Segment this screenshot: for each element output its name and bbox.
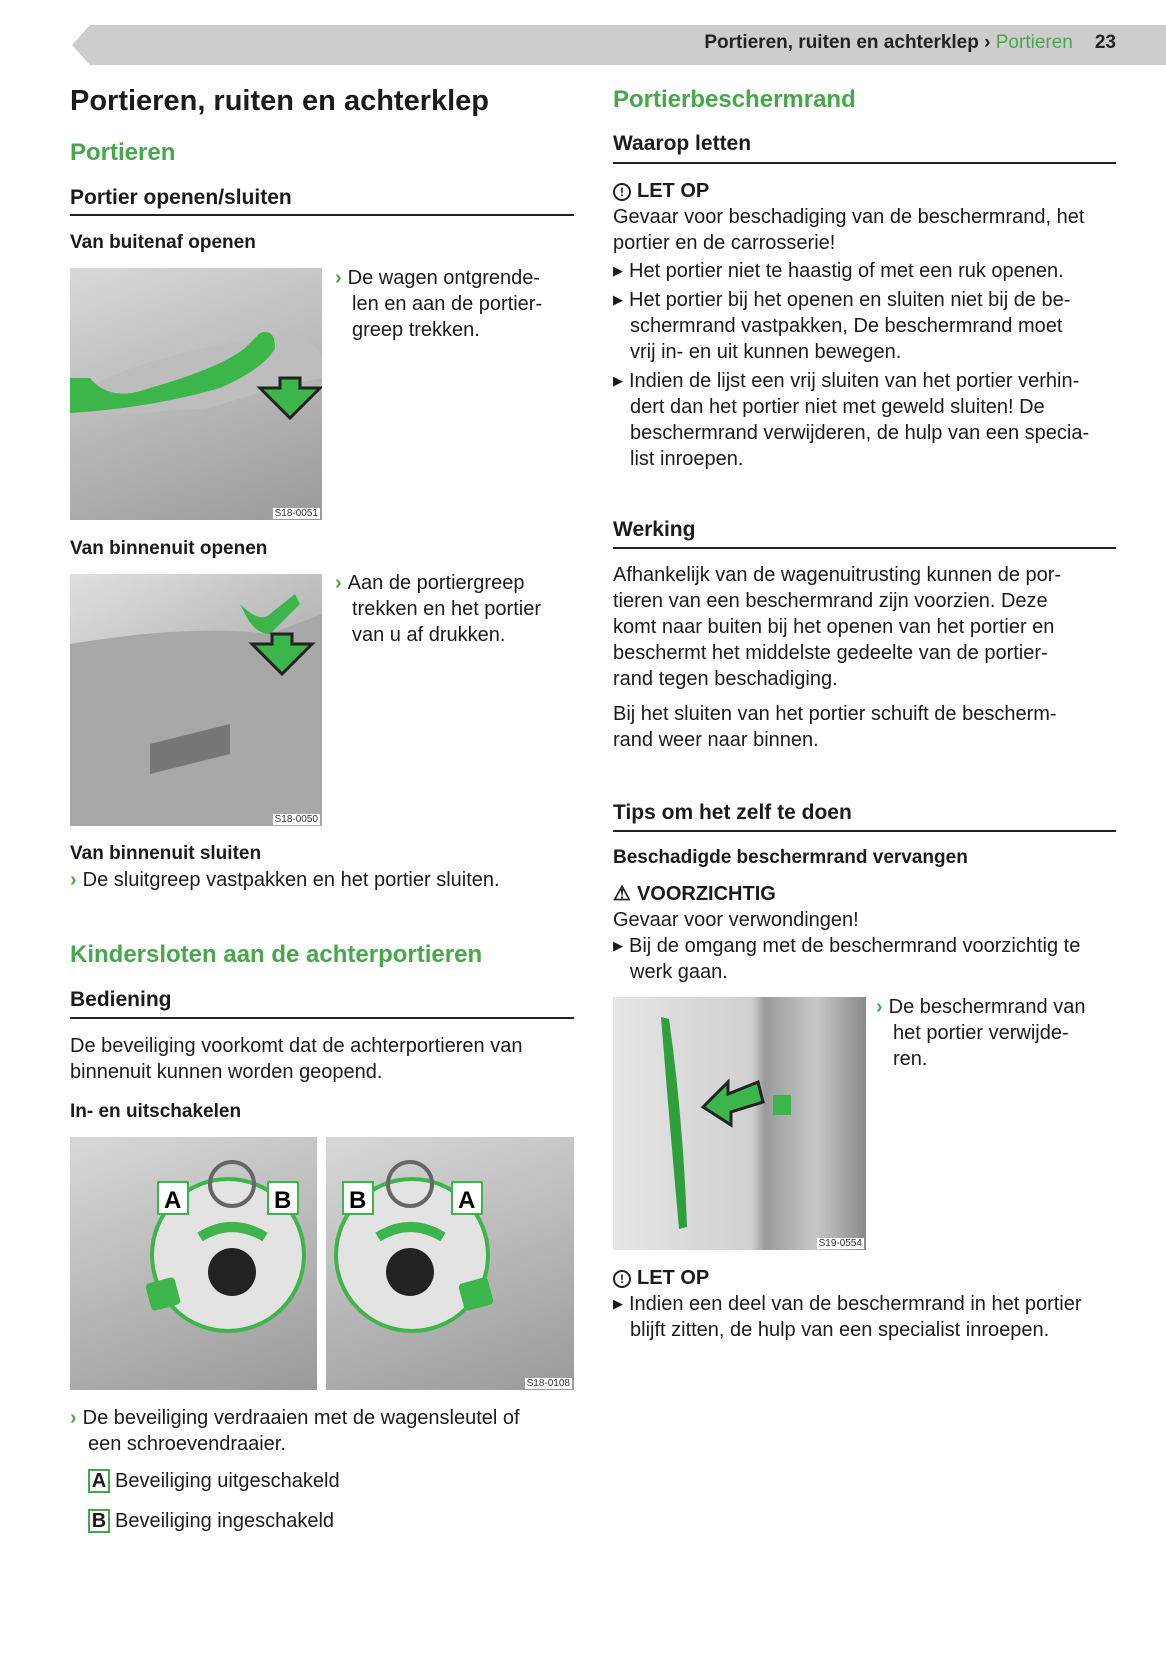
text-line: beschermt het middelste gedeelte van de portier- bbox=[613, 642, 1048, 664]
bullet-icon: ▶ bbox=[613, 292, 623, 307]
figure-outside-handle bbox=[70, 268, 322, 520]
text-line: rand weer naar binnen. bbox=[613, 729, 819, 751]
text-line: Afhankelijk van de wagenuitrusting kunnen de por- bbox=[613, 564, 1062, 586]
section-portierbeschermrand: Portierbeschermrand bbox=[613, 86, 856, 113]
header-separator: › bbox=[984, 32, 991, 53]
text-line: Aan de portiergreep bbox=[347, 572, 525, 594]
text-line: schermrand vastpakken, De beschermrand moet bbox=[630, 315, 1063, 337]
text-line: vrij in- en uit kunnen bewegen. bbox=[630, 341, 902, 363]
text-line: De beschermrand van bbox=[888, 996, 1086, 1018]
text-line: binnenuit kunnen worden geopend. bbox=[70, 1061, 383, 1083]
text-line: list inroepen. bbox=[630, 448, 744, 470]
heading-buitenaf: Van buitenaf openen bbox=[70, 232, 256, 253]
running-header bbox=[704, 32, 1116, 54]
text-line: De beveiliging voorkomt dat de achterportieren van bbox=[70, 1035, 523, 1057]
notice-label: LET OP bbox=[637, 180, 710, 202]
text-line: Het portier bij het openen en sluiten niet bij de be- bbox=[629, 289, 1071, 311]
text-line: rand tegen beschadiging. bbox=[613, 668, 838, 690]
notice-icon: ! bbox=[613, 183, 631, 201]
chevron-icon: › bbox=[70, 869, 77, 891]
divider bbox=[70, 1017, 574, 1019]
heading-bediening: Bediening bbox=[70, 988, 172, 1011]
figure-code: S19-0554 bbox=[818, 1238, 862, 1249]
text-line: De beveiliging verdraaien met de wagensleutel of bbox=[82, 1407, 520, 1429]
step-schakelen bbox=[70, 1405, 520, 1457]
svg-text:B: B bbox=[274, 1187, 292, 1214]
legend-a bbox=[88, 1468, 340, 1494]
text-line: tieren van een beschermrand zijn voorzien. Deze bbox=[613, 590, 1048, 612]
legend-text: Beveiliging uitgeschakeld bbox=[115, 1470, 340, 1492]
legend-b bbox=[88, 1508, 334, 1534]
text-line: De sluitgreep vastpakken en het portier sluiten. bbox=[82, 869, 500, 891]
heading-vervangen: Beschadigde beschermrand vervangen bbox=[613, 847, 968, 868]
text-line: dert dan het portier niet met geweld sluiten! De bbox=[630, 396, 1045, 418]
notice-voorzichtig bbox=[613, 881, 1116, 985]
text-line: beschermrand verwijderen, de hulp van een specia- bbox=[630, 422, 1090, 444]
svg-text:A: A bbox=[164, 1187, 182, 1214]
chevron-icon: › bbox=[335, 572, 342, 594]
divider bbox=[613, 830, 1116, 832]
text-line: van u af drukken. bbox=[352, 624, 506, 646]
text-line: Gevaar voor verwondingen! bbox=[613, 909, 859, 931]
warning-icon: ⚠ bbox=[613, 883, 631, 905]
text-line: De wagen ontgrende- bbox=[347, 267, 541, 289]
header-section: Portieren, ruiten en achterklep bbox=[704, 32, 979, 53]
legend-text: Beveiliging ingeschakeld bbox=[115, 1510, 335, 1532]
notice-icon: ! bbox=[613, 1270, 631, 1288]
text-line: een schroevendraaier. bbox=[88, 1433, 286, 1455]
bullet-icon: ▶ bbox=[613, 263, 623, 278]
text-line: len en aan de portier- bbox=[352, 293, 543, 315]
label-box-a: A bbox=[88, 1469, 110, 1493]
text-line: Gevaar voor beschadiging van de beschermrand, het bbox=[613, 206, 1085, 228]
figure-code: S18-0051 bbox=[274, 508, 318, 519]
text-line: Indien een deel van de beschermrand in het portier bbox=[629, 1293, 1082, 1315]
notice-let-op-2 bbox=[613, 1265, 1116, 1343]
text-line: het portier verwijde- bbox=[893, 1022, 1069, 1044]
step-binnenuit bbox=[335, 570, 541, 648]
heading-binnenuit: Van binnenuit openen bbox=[70, 538, 268, 559]
text-line: portier en de carrosserie! bbox=[613, 232, 836, 254]
chevron-icon: › bbox=[335, 267, 342, 289]
bullet-icon: ▶ bbox=[613, 1296, 623, 1311]
heading-schakelen: In- en uitschakelen bbox=[70, 1101, 242, 1122]
notice-let-op bbox=[613, 178, 1116, 472]
step-buitenaf bbox=[335, 265, 542, 343]
figure-code: S18-0108 bbox=[526, 1378, 570, 1389]
section-kindersloten: Kindersloten aan de achterportieren bbox=[70, 941, 483, 968]
page-number: 23 bbox=[1094, 32, 1116, 53]
text-line: blijft zitten, de hulp van een specialist inroepen. bbox=[630, 1319, 1050, 1341]
chevron-icon: › bbox=[876, 996, 883, 1018]
text-line: ren. bbox=[893, 1048, 928, 1070]
bullet-icon: ▶ bbox=[613, 938, 623, 953]
text-line: werk gaan. bbox=[630, 961, 728, 983]
figure-code: S18-0050 bbox=[274, 814, 318, 825]
text-line: komt naar buiten bij het openen van het portier en bbox=[613, 616, 1055, 638]
header-subsection: Portieren bbox=[995, 32, 1073, 53]
werking-text bbox=[613, 562, 1061, 753]
text-line: greep trekken. bbox=[352, 319, 480, 341]
text-line: Bij de omgang met de beschermrand voorzichtig te bbox=[629, 935, 1081, 957]
heading-sluiten: Van binnenuit sluiten bbox=[70, 843, 262, 864]
heading-waarop: Waarop letten bbox=[613, 132, 752, 155]
heading-portier-openen: Portier openen/sluiten bbox=[70, 186, 292, 209]
text-line: Het portier niet te haastig of met een ruk openen. bbox=[629, 260, 1064, 282]
chapter-title: Portieren, ruiten en achterklep bbox=[70, 85, 490, 117]
text-line: Bij het sluiten van het portier schuift de bescherm- bbox=[613, 703, 1057, 725]
bullet-icon: ▶ bbox=[613, 373, 623, 388]
notice-label: LET OP bbox=[637, 1267, 710, 1289]
step-sluiten bbox=[70, 867, 500, 893]
section-portieren: Portieren bbox=[70, 139, 176, 166]
svg-text:B: B bbox=[349, 1187, 367, 1214]
bediening-text bbox=[70, 1033, 522, 1085]
notice-label: VOORZICHTIG bbox=[636, 883, 776, 905]
figure-child-lock-a bbox=[70, 1137, 317, 1390]
text-line: trekken en het portier bbox=[352, 598, 541, 620]
heading-tips: Tips om het zelf te doen bbox=[613, 801, 852, 824]
text-line: Indien de lijst een vrij sluiten van het portier verhin- bbox=[629, 370, 1080, 392]
divider bbox=[70, 214, 574, 216]
figure-child-lock-b bbox=[326, 1137, 574, 1390]
svg-text:A: A bbox=[458, 1187, 476, 1214]
figure-inside-handle bbox=[70, 574, 322, 826]
divider bbox=[613, 547, 1116, 549]
figure-edge-protector bbox=[613, 997, 866, 1250]
chevron-icon: › bbox=[70, 1407, 77, 1429]
label-box-b: B bbox=[88, 1509, 110, 1533]
heading-werking: Werking bbox=[613, 518, 696, 541]
step-verwijderen bbox=[876, 994, 1085, 1072]
divider bbox=[613, 162, 1116, 164]
